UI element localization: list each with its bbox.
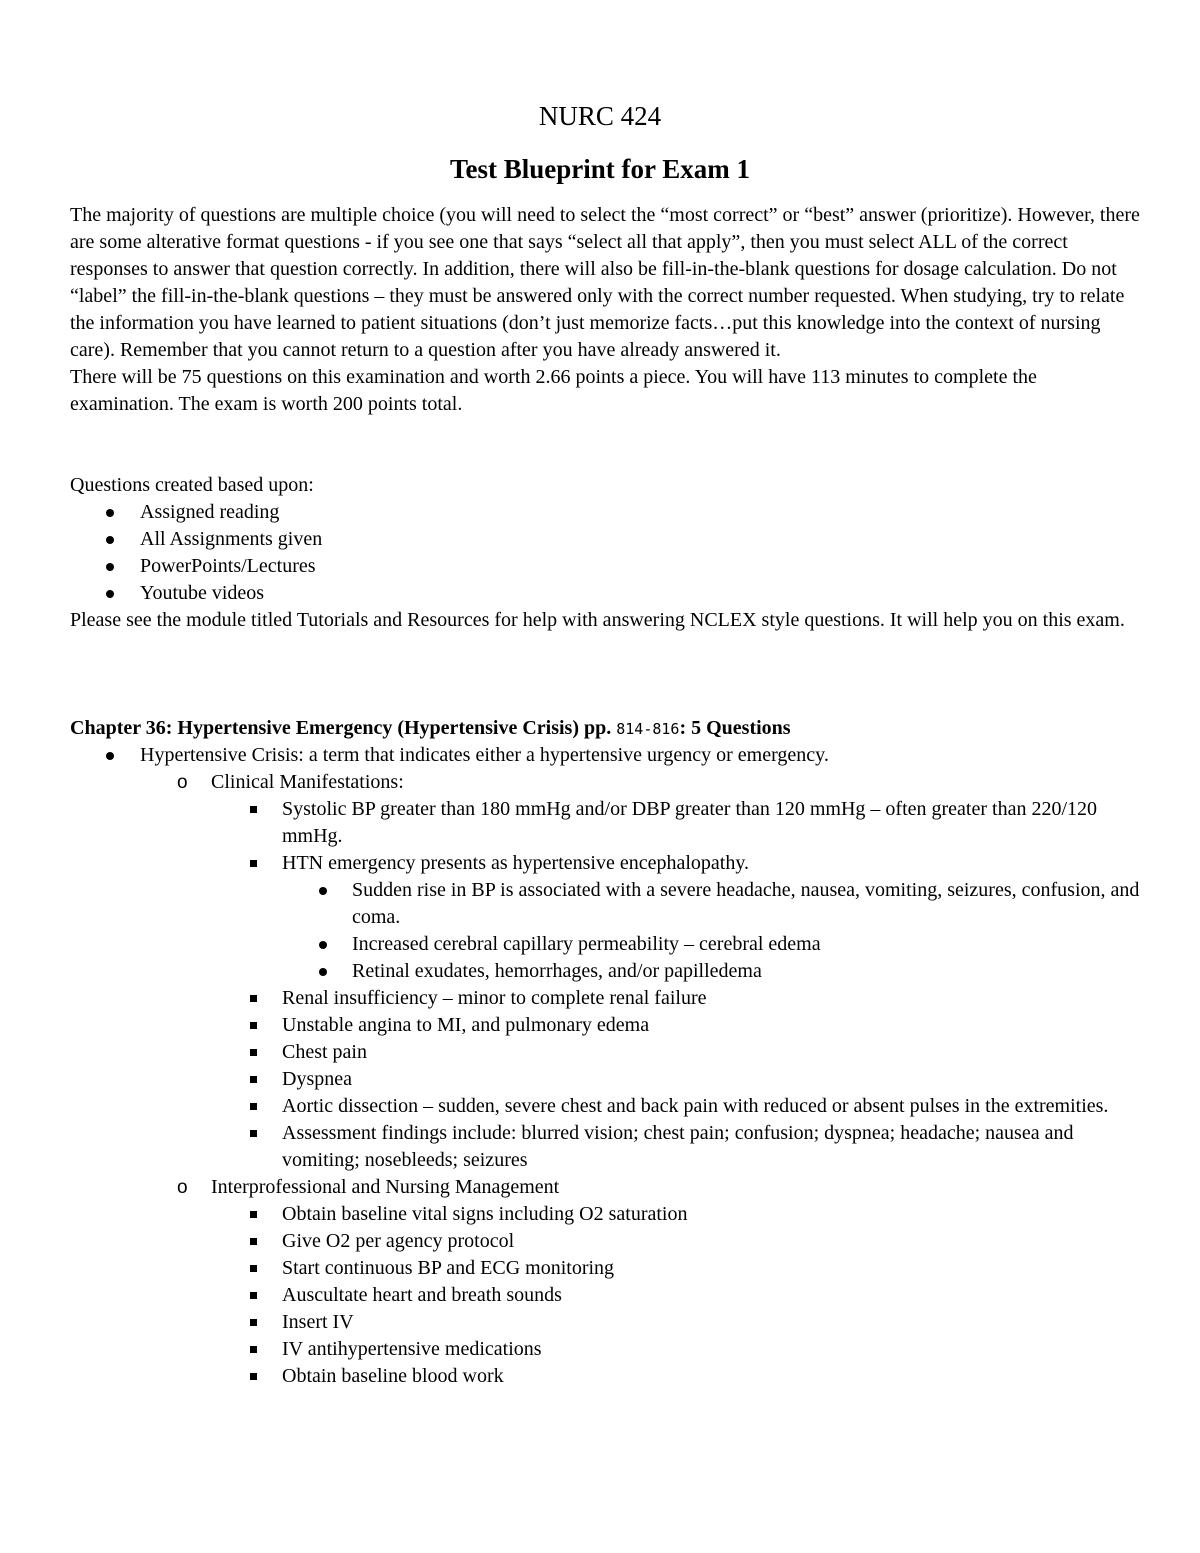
outline-item xyxy=(70,931,1140,958)
square-bullet-icon xyxy=(250,1346,257,1353)
list-item-text: All Assignments given xyxy=(140,528,323,550)
square-bullet-icon xyxy=(250,1049,257,1056)
list-item xyxy=(70,499,322,526)
chapter-question-count: : 5 Questions xyxy=(679,717,791,739)
chapter-outline xyxy=(70,742,1140,1390)
outline-item xyxy=(70,1201,1140,1228)
outline-item-text: Obtain baseline blood work xyxy=(282,1365,504,1387)
chapter-title: Chapter 36: Hypertensive Emergency (Hypertensive Crisis) pp. xyxy=(70,717,617,739)
bullet-icon xyxy=(106,509,114,517)
outline-item-text: Unstable angina to MI, and pulmonary edema xyxy=(282,1014,650,1036)
list-item xyxy=(70,553,322,580)
outline-item-text: Auscultate heart and breath sounds xyxy=(282,1284,562,1306)
square-bullet-icon xyxy=(250,1130,257,1137)
outline-item-text: Sudden rise in BP is associated with a severe headache, nausea, vomiting, seizures, confusion, and coma. xyxy=(352,879,1140,928)
intro-section xyxy=(70,202,1140,418)
list-item-text: PowerPoints/Lectures xyxy=(140,555,316,577)
square-bullet-icon xyxy=(250,1238,257,1245)
outline-item xyxy=(70,1228,1140,1255)
outline-item xyxy=(70,1309,1140,1336)
list-item xyxy=(70,526,322,553)
square-bullet-icon xyxy=(250,995,257,1002)
list-item xyxy=(70,580,322,607)
bullet-icon xyxy=(106,590,114,598)
outline-item xyxy=(70,742,1140,769)
outline-item-text: Dyspnea xyxy=(282,1068,352,1090)
outline-item-text: Obtain baseline vital signs including O2 saturation xyxy=(282,1203,688,1225)
square-bullet-icon xyxy=(250,1373,257,1380)
outline-item-text: Aortic dissection – sudden, severe chest and back pain with reduced or absent pulses in the extremities. xyxy=(282,1095,1109,1117)
outline-item xyxy=(70,850,1140,877)
sources-list xyxy=(70,499,322,607)
outline-item-text: Hypertensive Crisis: a term that indicates either a hypertensive urgency or emergency. xyxy=(140,744,829,766)
outline-item-text: HTN emergency presents as hypertensive encephalopathy. xyxy=(282,852,750,874)
bullet-icon xyxy=(319,968,327,976)
outline-item xyxy=(70,1255,1140,1282)
outline-item xyxy=(70,1066,1140,1093)
outline-item xyxy=(70,877,1140,931)
outline-item-text: IV antihypertensive medications xyxy=(282,1338,542,1360)
bullet-icon xyxy=(106,536,114,544)
outline-subheading xyxy=(70,1174,1140,1201)
outline-item-text: Systolic BP greater than 180 mmHg and/or DBP greater than 120 mmHg – often greater than 220/120 mmHg. xyxy=(282,798,1098,847)
outline-item xyxy=(70,796,1140,850)
outline-subheading-text: Clinical Manifestations: xyxy=(211,771,404,793)
square-bullet-icon xyxy=(250,1211,257,1218)
circle-bullet-icon: o xyxy=(177,1177,188,1198)
outline-item xyxy=(70,1282,1140,1309)
square-bullet-icon xyxy=(250,1292,257,1299)
chapter-pages: 814-816 xyxy=(616,720,680,738)
outline-item xyxy=(70,1120,1140,1174)
bullet-icon xyxy=(106,563,114,571)
outline-subheading-text: Interprofessional and Nursing Management xyxy=(211,1176,560,1198)
outline-item-text: Increased cerebral capillary permeability – cerebral edema xyxy=(352,933,821,955)
sources-lead: Questions created based upon: xyxy=(70,474,314,496)
outline-item xyxy=(70,985,1140,1012)
outline-item-text: Renal insufficiency – minor to complete renal failure xyxy=(282,987,707,1009)
bullet-icon xyxy=(106,752,114,760)
circle-bullet-icon: o xyxy=(177,772,188,793)
help-note: Please see the module titled Tutorials and Resources for help with answering NCLEX style questions. It will help you on this exam. xyxy=(70,609,1125,631)
outline-item xyxy=(70,1039,1140,1066)
square-bullet-icon xyxy=(250,1076,257,1083)
outline-subheading xyxy=(70,769,1140,796)
outline-item xyxy=(70,1093,1140,1120)
course-title: NURC 424 xyxy=(538,101,662,131)
outline-item-text: Chest pain xyxy=(282,1041,367,1063)
document-title: Test Blueprint for Exam 1 xyxy=(449,154,751,184)
outline-item xyxy=(70,1363,1140,1390)
outline-item xyxy=(70,1336,1140,1363)
bullet-icon xyxy=(319,941,327,949)
outline-item-text: Give O2 per agency protocol xyxy=(282,1230,515,1252)
square-bullet-icon xyxy=(250,1022,257,1029)
square-bullet-icon xyxy=(250,1265,257,1272)
outline-item-text: Start continuous BP and ECG monitoring xyxy=(282,1257,615,1279)
list-item-text: Assigned reading xyxy=(140,501,280,523)
intro-paragraph-exam-info: There will be 75 questions on this examination and worth 2.66 points a piece. You will have 113 minutes to complete the examination. The exam is worth 200 points total. xyxy=(70,366,1037,415)
list-item-text: Youtube videos xyxy=(140,582,265,604)
outline-item-text: Insert IV xyxy=(282,1311,354,1333)
outline-item-text: Retinal exudates, hemorrhages, and/or papilledema xyxy=(352,960,762,982)
square-bullet-icon xyxy=(250,860,257,867)
square-bullet-icon xyxy=(250,1103,257,1110)
chapter-heading xyxy=(70,715,791,743)
outline-item xyxy=(70,958,1140,985)
outline-item-text: Assessment findings include: blurred vision; chest pain; confusion; dyspnea; headache; nausea and vomiting; nosebleeds; seizures xyxy=(282,1122,1074,1171)
square-bullet-icon xyxy=(250,806,257,813)
square-bullet-icon xyxy=(250,1319,257,1326)
outline-item xyxy=(70,1012,1140,1039)
intro-paragraph-format: The majority of questions are multiple choice (you will need to select the “most correct” or “best” answer (prioritize). However, there are some alterative format questions - if you see one that says “select all that apply”, then you must select ALL of the correct responses to answer that question correctly. In addition, there will also be fill-in-the-blank questions for dosage calculation. Do not “label” the fill-in-the-blank questions – they must be answered only with the correct number requested. When studying, try to relate the information you have learned to patient situations (don’t just memorize facts…put this knowledge into the context of nursing care). Remember that you cannot return to a question after you have already answered it. xyxy=(70,204,1140,361)
bullet-icon xyxy=(319,887,327,895)
